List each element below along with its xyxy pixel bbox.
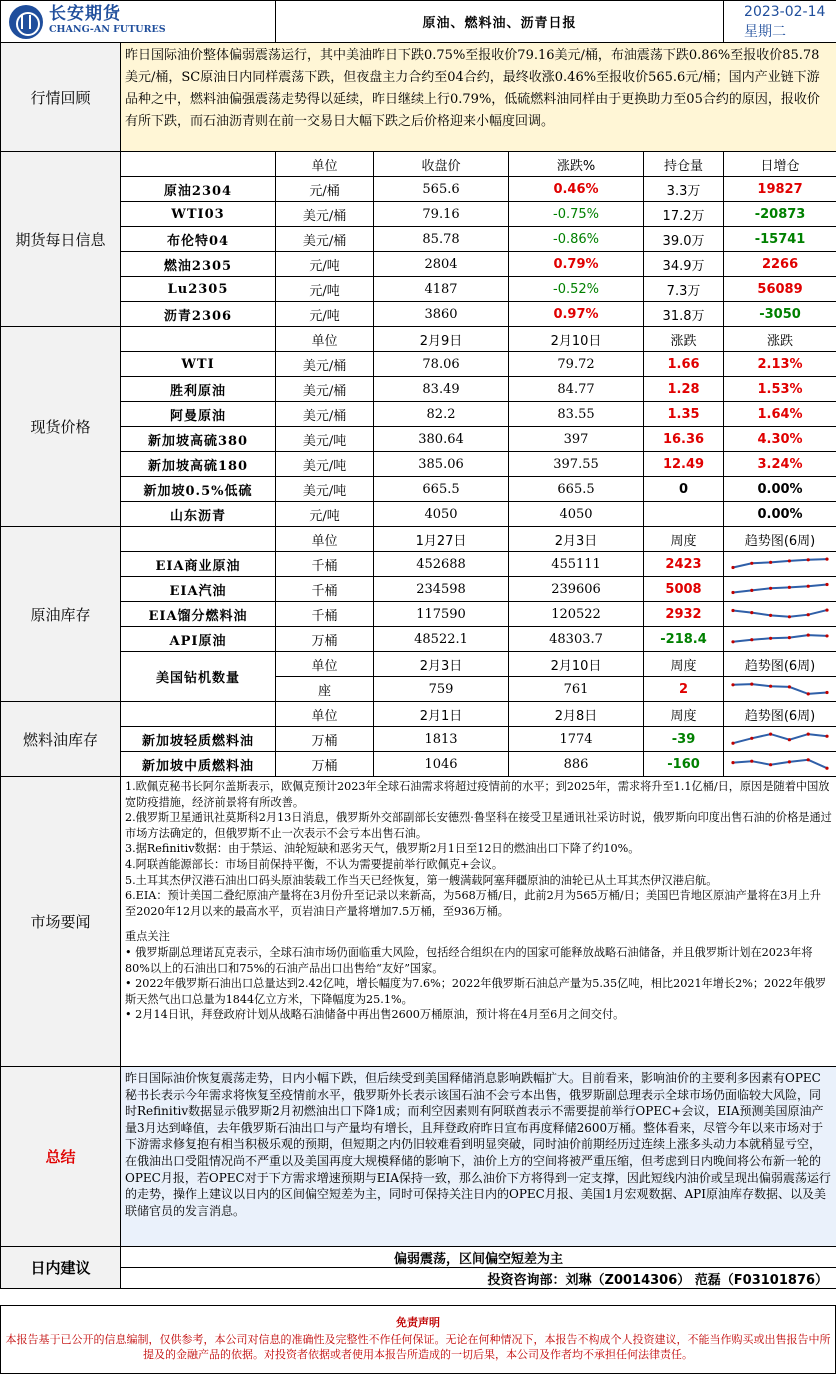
rig-header-row xyxy=(1,652,836,677)
sparkline-point xyxy=(750,562,753,565)
fuel-curr: 886 xyxy=(509,752,644,777)
sparkline-point xyxy=(825,691,828,694)
sparkline-point xyxy=(769,637,772,640)
crude-unit: 千桶 xyxy=(276,577,374,602)
market-review-label: 行情回顾 xyxy=(1,43,121,152)
futures-oi: 17.2万 xyxy=(644,202,724,227)
spot-row xyxy=(1,352,836,377)
futures-oi: 3.3万 xyxy=(644,177,724,202)
disclaimer-title: 免责声明 xyxy=(396,1316,440,1329)
spot-pct: 4.30% xyxy=(724,427,836,452)
futures-name: 燃油2305 xyxy=(121,252,276,277)
crude-inventory-row xyxy=(1,627,836,652)
sparkline-point xyxy=(788,559,791,562)
news-item: 3.据Refinitiv数据：由于禁运、油轮短缺和恶劣天气，俄罗斯2月1日至12日的燃油出口下降了约10%。 xyxy=(125,842,640,856)
focus-item: • 俄罗斯副总理诺瓦克表示，全球石油市场仍面临重大风险，包括经合组织在内的国家可能释放战略石油储备，并且俄罗斯计划在2023年将80%以上的石油出口和75%的石油产品出口出售给“友好”国家。 xyxy=(125,945,813,975)
spot-unit: 美元/吨 xyxy=(276,477,374,502)
fuel-unit: 万桶 xyxy=(276,727,374,752)
spot-prev: 4050 xyxy=(374,502,509,527)
spot-name-header xyxy=(121,327,276,352)
futures-name: 原油2304 xyxy=(121,177,276,202)
report-date-box xyxy=(724,1,836,43)
futures-unit: 元/桶 xyxy=(276,177,374,202)
fuel-prev: 1046 xyxy=(374,752,509,777)
crude-inventory-header-row xyxy=(1,527,836,552)
futures-row xyxy=(1,177,836,202)
sparkline-point xyxy=(750,737,753,740)
spot-chg: 1.66 xyxy=(644,352,724,377)
rig-chg: 2 xyxy=(644,677,724,702)
spot-curr: 397 xyxy=(509,427,644,452)
fuel-col-trend: 趋势图(6周) xyxy=(724,702,836,727)
sparkline-line xyxy=(733,684,827,694)
spot-chg: 0 xyxy=(644,477,724,502)
spot-curr: 79.72 xyxy=(509,352,644,377)
trend-sparkline xyxy=(730,579,830,599)
spot-chg: 12.49 xyxy=(644,452,724,477)
intraday-advice: 偏弱震荡，区间偏空短差为主 xyxy=(121,1247,836,1268)
fuel-curr: 1774 xyxy=(509,727,644,752)
futures-oi-change: 19827 xyxy=(724,177,836,202)
futures-oi-change: -3050 xyxy=(724,302,836,327)
fuel-inventory-section-label: 燃料油库存 xyxy=(1,702,121,777)
spot-curr: 665.5 xyxy=(509,477,644,502)
spot-curr: 83.55 xyxy=(509,402,644,427)
crude-trend-cell xyxy=(724,627,836,652)
spot-curr: 84.77 xyxy=(509,377,644,402)
advisors: 投资咨询部：刘琳（Z0014306） 范磊（F03101876） xyxy=(121,1268,836,1289)
sparkline-point xyxy=(788,685,791,688)
spot-chg: 16.36 xyxy=(644,427,724,452)
futures-close: 79.16 xyxy=(374,202,509,227)
futures-oi: 31.8万 xyxy=(644,302,724,327)
rig-col-unit: 单位 xyxy=(276,652,374,677)
crude-col-prev: 1月27日 xyxy=(374,527,509,552)
intraday-label: 日内建议 xyxy=(1,1247,121,1289)
sparkline-point xyxy=(825,634,828,637)
crude-prev: 234598 xyxy=(374,577,509,602)
focus-item: • 2月14日讯，拜登政府计划从战略石油储备中再出售2600万桶原油，预计将在4月至6月之间交付。 xyxy=(125,1008,625,1022)
spot-row xyxy=(1,377,836,402)
spot-name: 新加坡高硫380 xyxy=(121,427,276,452)
spot-unit: 美元/桶 xyxy=(276,402,374,427)
sparkline-point xyxy=(788,586,791,589)
spot-prev: 82.2 xyxy=(374,402,509,427)
futures-change: -0.75% xyxy=(509,202,644,227)
news-item: 5.土耳其杰伊汉港石油出口码头原油装载工作当天已经恢复，第一艘满载阿塞拜疆原油的油轮已从土耳其杰伊汉港启航。 xyxy=(125,873,718,887)
sparkline-point xyxy=(788,760,791,763)
futures-oi: 34.9万 xyxy=(644,252,724,277)
report-date: 2023-02-14 xyxy=(744,3,826,20)
fuel-inventory-name-header xyxy=(121,702,276,727)
intraday-advice-row xyxy=(1,1247,836,1268)
logo-name-en: CHANG-AN FUTURES xyxy=(49,23,166,35)
sparkline-line xyxy=(733,734,827,743)
trend-sparkline xyxy=(730,729,830,749)
crude-unit: 万桶 xyxy=(276,627,374,652)
sparkline-point xyxy=(769,561,772,564)
sparkline-point xyxy=(731,761,734,764)
fuel-inventory-row xyxy=(1,727,836,752)
market-news-body xyxy=(121,777,836,1067)
futures-oi-change: 2266 xyxy=(724,252,836,277)
spot-col-prev: 2月9日 xyxy=(374,327,509,352)
logo xyxy=(1,1,276,43)
news-item: 4.阿联酋能源部长：市场目前保持平衡，不认为需要提前举行欧佩克+会议。 xyxy=(125,857,504,871)
rig-unit: 座 xyxy=(276,677,374,702)
market-review-text: 昨日国际油价整体偏弱震荡运行，其中美油昨日下跌0.75%至报收价79.16美元/桶，布油震荡下跌0.86%至报收价85.78美元/桶，SC原油日内同样震荡下跌，但夜盘主力合约至04合约，最终收涨0.46%至报收价565.6元/桶；国内产业链下游品种之中，燃料油偏强震荡走势得以延续，昨日继续上行0.79%，低硫燃料油同样由于更换助力至05合约的原因，报收价有所下跌，而石油沥青则在前一交易日大幅下跌之后价格迎来小幅度回调。 xyxy=(121,43,836,152)
sparkline-point xyxy=(769,685,772,688)
spot-col-chg: 涨跌 xyxy=(644,327,724,352)
crude-chg: 2423 xyxy=(644,552,724,577)
futures-close: 4187 xyxy=(374,277,509,302)
sparkline-point xyxy=(788,615,791,618)
sparkline-point xyxy=(731,591,734,594)
futures-change: -0.52% xyxy=(509,277,644,302)
futures-change: 0.79% xyxy=(509,252,644,277)
crude-trend-cell xyxy=(724,552,836,577)
crude-unit: 千桶 xyxy=(276,602,374,627)
crude-inventory-section-label: 原油库存 xyxy=(1,527,121,702)
fuel-trend-cell xyxy=(724,727,836,752)
rig-trend-cell xyxy=(724,677,836,702)
summary-label: 总结 xyxy=(1,1067,121,1247)
crude-chg: 2932 xyxy=(644,602,724,627)
fuel-col-unit: 单位 xyxy=(276,702,374,727)
futures-unit: 元/吨 xyxy=(276,302,374,327)
futures-col-oi-change: 日增仓 xyxy=(724,152,836,177)
futures-section-label: 期货每日信息 xyxy=(1,152,121,327)
sparkline-line xyxy=(733,559,827,567)
crude-curr: 120522 xyxy=(509,602,644,627)
rig-col-prev: 2月3日 xyxy=(374,652,509,677)
crude-inventory-row xyxy=(1,552,836,577)
trend-sparkline xyxy=(730,604,830,624)
spot-pct: 0.00% xyxy=(724,502,836,527)
crude-col-curr: 2月3日 xyxy=(509,527,644,552)
futures-close: 3860 xyxy=(374,302,509,327)
sparkline-point xyxy=(807,733,810,736)
fuel-col-curr: 2月8日 xyxy=(509,702,644,727)
trend-sparkline xyxy=(730,679,830,699)
sparkline-line xyxy=(733,585,827,593)
sparkline-point xyxy=(825,608,828,611)
spot-col-unit: 单位 xyxy=(276,327,374,352)
fuel-col-chg: 周度 xyxy=(644,702,724,727)
spot-pct: 1.53% xyxy=(724,377,836,402)
summary-row xyxy=(1,1067,836,1247)
futures-name: WTI03 xyxy=(121,202,276,227)
crude-col-trend: 趋势图(6周) xyxy=(724,527,836,552)
focus-item: • 2022年俄罗斯石油出口总量达到2.42亿吨，增长幅度为7.6%；2022年俄罗斯石油总产量为5.35亿吨，相比2021年增长2%；2022年俄罗斯天然气出口总量为1844亿立方米，下降幅度为25.1%。 xyxy=(125,977,827,1006)
crude-unit: 千桶 xyxy=(276,552,374,577)
fuel-unit: 万桶 xyxy=(276,752,374,777)
futures-name: 布伦特04 xyxy=(121,227,276,252)
spot-prev: 665.5 xyxy=(374,477,509,502)
futures-col-oi: 持仓量 xyxy=(644,152,724,177)
futures-oi: 7.3万 xyxy=(644,277,724,302)
futures-close: 565.6 xyxy=(374,177,509,202)
sparkline-point xyxy=(750,589,753,592)
fuel-name: 新加坡轻质燃料油 xyxy=(121,727,276,752)
spot-name: 胜利原油 xyxy=(121,377,276,402)
rig-col-chg: 周度 xyxy=(644,652,724,677)
spot-section-label: 现货价格 xyxy=(1,327,121,527)
sparkline-point xyxy=(807,558,810,561)
crude-trend-cell xyxy=(724,602,836,627)
summary-text: 昨日国际油价恢复震荡走势，日内小幅下跌，但后续受到美国释储消息影响跌幅扩大。目前看来，影响油价的主要利多因素有OPEC秘书长表示今年需求将恢复至疫情前水平，俄罗斯外长表示该国石油不会亏本出售，俄罗斯副总理表示全球市场仍面临较大风险，同时Refinitiv数据显示俄罗斯2月初燃油出口下降1成；而利空因素则有阿联酋表示不需要提前举行OPEC+会议，EIA预测美国原油产量3月达到峰值，去年俄罗斯石油出口与产量均有增长，且拜登政府昨日宣布再度释储2600万桶。整体看来，尽管今年以来市场对于下游需求修复抱有相当积极乐观的预期，但短期之内仍旧较难看到明显突破，同时油价前期经历过连续上涨多头动力本就稍显亏空，在俄油出口受阻情况尚不严重以及美国再度大规模释储的影响下，油价上方的空间将被严重压缩，但考虑到日内晚间将公布新一轮的OPEC月报，若OPEC对于下方需求增速预期与EIA保持一致，那么油价下方将得到一定支撑，因此短线内油价或呈现出偏弱震荡运行的走势，操作上建议以日内的区间偏空短差为主，同时可保持关注日内的OPEC月报、美国1月宏观数据、API原油库存数据、以及美联储官员的发言消息。 xyxy=(121,1067,836,1247)
fuel-inventory-header-row xyxy=(1,702,836,727)
sparkline-point xyxy=(788,738,791,741)
spot-pct: 2.13% xyxy=(724,352,836,377)
futures-col-close: 收盘价 xyxy=(374,152,509,177)
futures-row xyxy=(1,252,836,277)
futures-row xyxy=(1,302,836,327)
futures-change: -0.86% xyxy=(509,227,644,252)
sparkline-point xyxy=(750,611,753,614)
futures-unit: 元/吨 xyxy=(276,252,374,277)
spot-curr: 4050 xyxy=(509,502,644,527)
futures-oi-change: 56089 xyxy=(724,277,836,302)
fuel-name: 新加坡中质燃料油 xyxy=(121,752,276,777)
sparkline-line xyxy=(733,635,827,642)
crude-trend-cell xyxy=(724,577,836,602)
spot-prev: 78.06 xyxy=(374,352,509,377)
sparkline-point xyxy=(750,683,753,686)
spot-chg xyxy=(644,502,724,527)
rig-col-curr: 2月10日 xyxy=(509,652,644,677)
futures-col-change: 涨跌% xyxy=(509,152,644,177)
sparkline-point xyxy=(788,636,791,639)
futures-unit: 美元/桶 xyxy=(276,202,374,227)
crude-prev: 48522.1 xyxy=(374,627,509,652)
futures-row xyxy=(1,202,836,227)
spot-col-pct: 涨跌 xyxy=(724,327,836,352)
market-news-row xyxy=(1,777,836,1067)
crude-col-unit: 单位 xyxy=(276,527,374,552)
spot-unit: 美元/桶 xyxy=(276,377,374,402)
sparkline-point xyxy=(731,742,734,745)
sparkline-point xyxy=(825,767,828,770)
futures-unit: 美元/桶 xyxy=(276,227,374,252)
disclaimer-text: 本报告基于已公开的信息编制，仅供参考，本公司对信息的准确性及完整性不作任何保证。无论在何种情况下，本报告不构成个人投资建议，不能当作购买或出售报告中所提及的金融产品的依据。对投资者依据或者使用本报告所造成的一切后果，本公司及作者均不承担任何法律责任。 xyxy=(5,1333,831,1361)
trend-sparkline xyxy=(730,554,830,574)
sparkline-point xyxy=(825,583,828,586)
futures-row xyxy=(1,277,836,302)
sparkline-point xyxy=(750,760,753,763)
crude-inventory-row xyxy=(1,577,836,602)
futures-close: 2804 xyxy=(374,252,509,277)
focus-title: 重点关注 xyxy=(125,930,170,944)
crude-name: EIA馏分燃料油 xyxy=(121,602,276,627)
spot-pct: 3.24% xyxy=(724,452,836,477)
spot-col-curr: 2月10日 xyxy=(509,327,644,352)
spot-row xyxy=(1,477,836,502)
sparkline-line xyxy=(733,610,827,617)
rig-count-name: 美国钻机数量 xyxy=(121,652,276,702)
futures-close: 85.78 xyxy=(374,227,509,252)
sparkline-point xyxy=(807,633,810,636)
spot-curr: 397.55 xyxy=(509,452,644,477)
company-logo-icon xyxy=(9,5,43,39)
spot-chg: 1.35 xyxy=(644,402,724,427)
disclaimer xyxy=(0,1305,836,1374)
futures-row xyxy=(1,227,836,252)
futures-oi-change: -15741 xyxy=(724,227,836,252)
spot-name: 新加坡0.5%低硫 xyxy=(121,477,276,502)
fuel-chg: -160 xyxy=(644,752,724,777)
logo-name-cn: 长安期货 xyxy=(49,3,121,24)
spot-unit: 元/吨 xyxy=(276,502,374,527)
sparkline-point xyxy=(825,558,828,561)
intraday-advisors-row xyxy=(1,1268,836,1289)
spot-name: 阿曼原油 xyxy=(121,402,276,427)
trend-sparkline xyxy=(730,754,830,774)
futures-change: 0.97% xyxy=(509,302,644,327)
spot-row xyxy=(1,452,836,477)
sparkline-point xyxy=(807,692,810,695)
spot-prev: 385.06 xyxy=(374,452,509,477)
sparkline-point xyxy=(807,585,810,588)
sparkline-point xyxy=(731,640,734,643)
crude-name: EIA商业原油 xyxy=(121,552,276,577)
spot-name: 山东沥青 xyxy=(121,502,276,527)
sparkline-point xyxy=(807,758,810,761)
crude-name: EIA汽油 xyxy=(121,577,276,602)
news-item: 1.欧佩克秘书长阿尔盖斯表示，欧佩克预计2023年全球石油需求将超过疫情前的水平；到2025年，需求将升至1.1亿桶/日，原因是随着中国放宽防疫措施，经济前景将有所改善。 xyxy=(125,780,830,809)
sparkline-point xyxy=(825,735,828,738)
futures-name: Lu2305 xyxy=(121,277,276,302)
spot-prev: 380.64 xyxy=(374,427,509,452)
rig-col-trend: 趋势图(6周) xyxy=(724,652,836,677)
sparkline-point xyxy=(807,613,810,616)
futures-header-row xyxy=(1,152,836,177)
sparkline-line xyxy=(733,760,827,768)
futures-oi-change: -20873 xyxy=(724,202,836,227)
crude-inventory-name-header xyxy=(121,527,276,552)
rig-prev: 759 xyxy=(374,677,509,702)
crude-chg: -218.4 xyxy=(644,627,724,652)
rig-curr: 761 xyxy=(509,677,644,702)
spot-unit: 美元/桶 xyxy=(276,352,374,377)
sparkline-point xyxy=(731,609,734,612)
crude-name: API原油 xyxy=(121,627,276,652)
spot-row xyxy=(1,402,836,427)
crude-chg: 5008 xyxy=(644,577,724,602)
spot-pct: 0.00% xyxy=(724,477,836,502)
crude-prev: 117590 xyxy=(374,602,509,627)
crude-curr: 48303.7 xyxy=(509,627,644,652)
fuel-chg: -39 xyxy=(644,727,724,752)
market-review-row xyxy=(1,43,836,152)
spot-unit: 美元/吨 xyxy=(276,452,374,477)
futures-oi: 39.0万 xyxy=(644,227,724,252)
spot-pct: 1.64% xyxy=(724,402,836,427)
crude-curr: 239606 xyxy=(509,577,644,602)
futures-unit: 元/吨 xyxy=(276,277,374,302)
futures-name: 沥青2306 xyxy=(121,302,276,327)
fuel-prev: 1813 xyxy=(374,727,509,752)
sparkline-point xyxy=(769,733,772,736)
report-title: 原油、燃料油、沥青日报 xyxy=(276,1,724,43)
sparkline-point xyxy=(731,566,734,569)
report-weekday: 星期二 xyxy=(744,23,787,40)
spot-chg: 1.28 xyxy=(644,377,724,402)
fuel-col-prev: 2月1日 xyxy=(374,702,509,727)
crude-curr: 455111 xyxy=(509,552,644,577)
crude-prev: 452688 xyxy=(374,552,509,577)
futures-name-header xyxy=(121,152,276,177)
spot-name: WTI xyxy=(121,352,276,377)
report-header xyxy=(1,1,836,43)
fuel-trend-cell xyxy=(724,752,836,777)
spot-name: 新加坡高硫180 xyxy=(121,452,276,477)
fuel-inventory-row xyxy=(1,752,836,777)
sparkline-point xyxy=(731,683,734,686)
news-item: 2.俄罗斯卫星通讯社莫斯科2月13日消息，俄罗斯外交部副部长安德烈·鲁坚科在接受卫星通讯社采访时说，俄罗斯向印度出售石油的价格是通过市场方法确定的，但俄罗斯不止一次表示不会亏本出售石油。 xyxy=(125,811,832,840)
sparkline-point xyxy=(750,638,753,641)
spot-prev: 83.49 xyxy=(374,377,509,402)
futures-change: 0.46% xyxy=(509,177,644,202)
spot-row xyxy=(1,502,836,527)
spot-unit: 美元/吨 xyxy=(276,427,374,452)
crude-inventory-row xyxy=(1,602,836,627)
sparkline-point xyxy=(769,614,772,617)
spot-header-row xyxy=(1,327,836,352)
news-item: 6.EIA：预计美国二叠纪原油产量将在3月份升至记录以来新高，为568万桶/日，此前2月为565万桶/日；美国巴肯地区原油产量将在3月上升至2020年12月以来的最高水平，页岩油日产量将增加7.5万桶，至936万桶。 xyxy=(125,889,821,918)
trend-sparkline xyxy=(730,629,830,649)
sparkline-point xyxy=(769,587,772,590)
spot-row xyxy=(1,427,836,452)
market-news-label: 市场要闻 xyxy=(1,777,121,1067)
sparkline-point xyxy=(769,763,772,766)
futures-col-unit: 单位 xyxy=(276,152,374,177)
crude-col-chg: 周度 xyxy=(644,527,724,552)
